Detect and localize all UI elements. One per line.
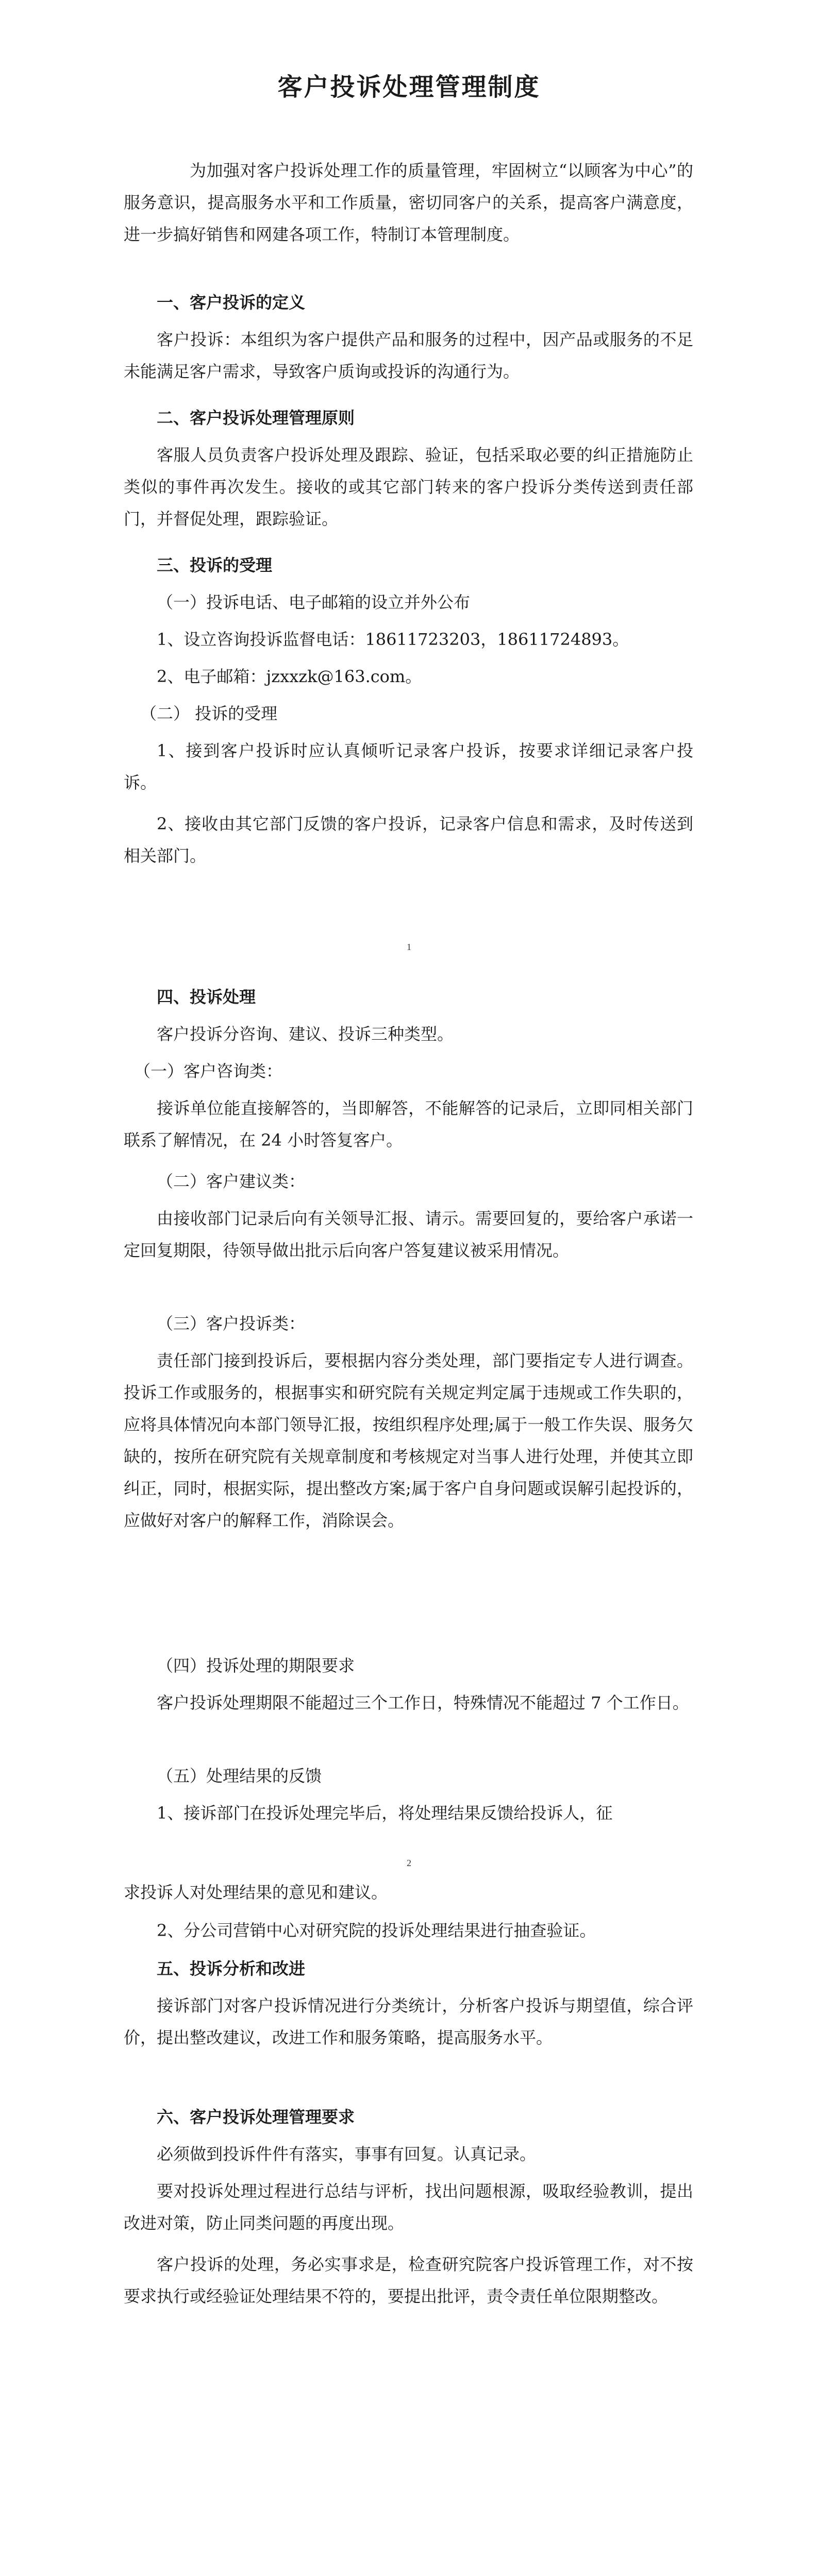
suggestion-heading: （二）客户建议类： [157,1172,306,1191]
email-line: 2、电子邮箱：jzxxzk@163.com。 [157,667,422,686]
section-2-heading: 二、客户投诉处理管理原则 [157,408,355,428]
section-3-heading: 三、投诉的受理 [157,555,273,575]
section-4-intro: 客户投诉分咨询、建议、投诉三种类型。 [157,1024,454,1044]
section-3-sub-1: （一）投诉电话、电子邮箱的设立并外公布 [157,592,471,612]
deadline-heading: （四）投诉处理的期限要求 [157,1656,355,1675]
complaint-body: 责任部门接到投诉后，要根据内容分类处理，部门要指定专人进行调查。投诉工作或服务的，根据事实和研究院有关规定判定属于违规或工作失职的，应将具体情况向本部门领导汇报，按组织程序处理;属于一般工作失误、服务欠缺的，按所在研究院有关规章制度和考核规定对当事人进行处理，并使其立即纠正，同时，根据实际，提出整改方案;属于客户自身问题或误解引起投诉的，应做好对客户的解释工作，消除误会。 [124,1351,693,1530]
section-5-heading: 五、投诉分析和改进 [157,1959,306,1978]
section-4-heading: 四、投诉处理 [157,987,256,1007]
section-3-item-1: 1、接到客户投诉时应认真倾听记录客户投诉，按要求详细记录客户投诉。 [124,741,693,792]
feedback-heading: （五）处理结果的反馈 [157,1766,322,1786]
section-1-body: 客户投诉：本组织为客户提供产品和服务的过程中，因产品或服务的不足未能满足客户需求，导致客户质询或投诉的沟通行为。 [124,330,693,381]
page-number-1: 1 [407,942,411,952]
section-2-body: 客服人员负责客户投诉处理及跟踪、验证，包括采取必要的纠正措施防止类似的事件再次发生。接收的或其它部门转来的客户投诉分类传送到责任部门，并督促处理，跟踪验证。 [124,445,693,529]
intro-paragraph: 为加强对客户投诉处理工作的质量管理，牢固树立“以顾客为中心”的服务意识，提高服务水平和工作质量，密切同客户的关系，提高客户满意度，进一步搞好销售和网建各项工作，特制订本管理制度。 [124,161,693,244]
feedback-body-1-cont: 求投诉人对处理结果的意见和建议。 [124,1883,388,1902]
suggestion-body: 由接收部门记录后向有关领导汇报、请示。需要回复的，要给客户承诺一定回复期限，待领导做出批示后向客户答复建议被采用情况。 [124,1209,693,1260]
document-title: 客户投诉处理管理制度 [277,73,541,101]
complaint-heading: （三）客户投诉类： [157,1314,306,1333]
deadline-body: 客户投诉处理期限不能超过三个工作日，特殊情况不能超过 7 个工作日。 [157,1693,689,1713]
feedback-body-1: 1、接诉部门在投诉处理完毕后，将处理结果反馈给投诉人，征 [157,1803,613,1823]
consult-heading: （一）客户咨询类： [134,1061,283,1081]
section-1-heading: 一、客户投诉的定义 [157,293,306,312]
section-6-p3: 客户投诉的处理，务必实事求是，检查研究院客户投诉管理工作，对不按要求执行或经验证处理结果不符的，要提出批评，责令责任单位限期整改。 [124,2255,693,2306]
page-number-2: 2 [407,1858,411,1868]
section-3-sub-2: （二） 投诉的受理 [140,704,278,723]
section-5-body: 接诉部门对客户投诉情况进行分类统计，分析客户投诉与期望值，综合评价，提出整改建议，改进工作和服务策略，提高服务水平。 [124,1996,693,2047]
section-3-item-2: 2、接收由其它部门反馈的客户投诉，记录客户信息和需求，及时传送到相关部门。 [124,814,693,866]
section-6-heading: 六、客户投诉处理管理要求 [157,2107,355,2127]
hotline-line: 1、设立咨询投诉监督电话：18611723203，18611724893。 [157,630,629,649]
section-6-p2: 要对投诉处理过程进行总结与评析，找出问题根源，吸取经验教训，提出改进对策，防止同类问题的再度出现。 [124,2181,693,2233]
feedback-body-2: 2、分公司营销中心对研究院的投诉处理结果进行抽查验证。 [157,1921,596,1940]
section-6-p1: 必须做到投诉件件有落实，事事有回复。认真记录。 [157,2144,537,2164]
consult-body: 接诉单位能直接解答的，当即解答，不能解答的记录后，立即同相关部门联系了解情况，在 24 小时答复客户。 [124,1098,693,1150]
